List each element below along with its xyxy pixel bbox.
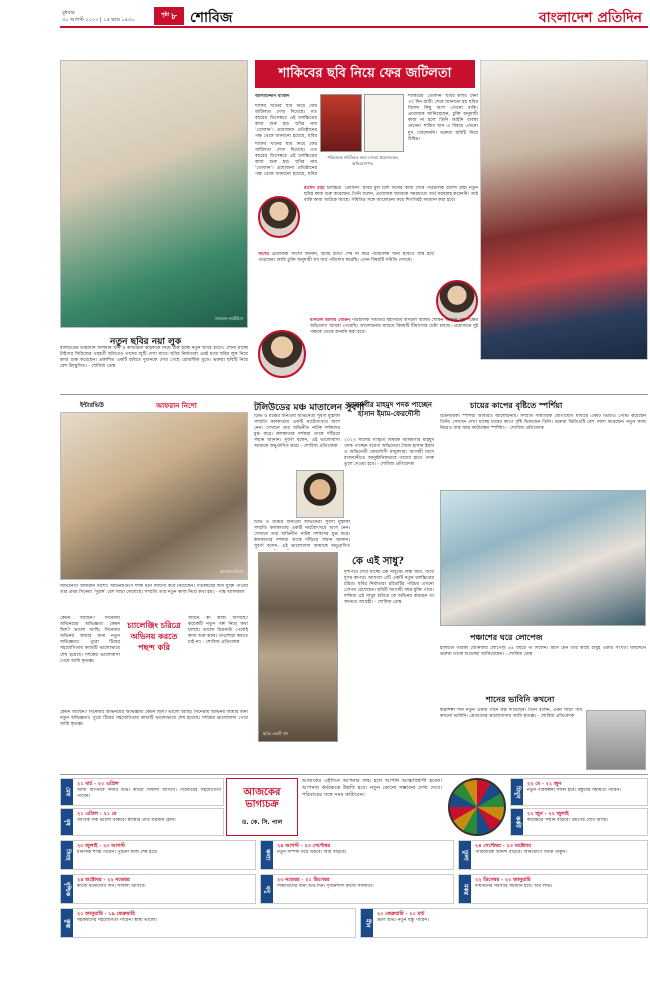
tea-headline: চায়ের কাপের বৃষ্টিতে স্পর্শিয়া — [470, 400, 563, 410]
horoscope-sign-text: ভ্রমণ শুভ। নতুন বন্ধু পাবেন। — [377, 918, 429, 923]
header-rule — [60, 26, 648, 28]
horoscope-sign-name: মীন — [361, 909, 373, 937]
bodiul-block — [310, 318, 478, 390]
horoscope-sign-text: পারিবারিক আনন্দ বাড়বে। বিনিয়োগে সতর্ক থাকুন। — [475, 850, 567, 855]
page-word: পৃষ্ঠা — [161, 12, 170, 18]
horoscope-sign-name: কর্কট — [511, 809, 523, 835]
shakib-body-1b: শাকিব খানের ছবি নিয়ে ফের জটিলতা দেখা দিয়েছে। গত বছরের ডিসেম্বরে এই চলচ্চিত্রের কাজ শুরু হয়। ছবির নাম ‘তোফান’। প্রযোজনা প্রতিষ্ঠানের পক্ষ থেকে জানানো হয়েছে, ছবির — [255, 142, 317, 178]
horoscope-sign-name: মেষ — [61, 779, 73, 805]
interview-qa-3: কেমন আছেন? সিনেমায় অভিনয়ের অভিজ্ঞতা কেমন ছিল? ভালো আছি। সিনেমায় অভিনয় আমার জন্য নতুন অভিজ্ঞতা। পুরো টিমের সহযোগিতায় কাজটি ভালোভাবে শেষ হয়েছে। দর্শকের ভালোবাসা পেয়ে আমি কৃতজ্ঞ। — [60, 710, 248, 728]
toofan-poster — [320, 94, 362, 152]
horoscope-title-box — [226, 778, 298, 836]
horoscope-sign-dates: ২৩ জুলাই - ২৩ আগস্ট — [77, 843, 125, 849]
bodiul-name: বদিউল আলম খোকন — [310, 318, 351, 323]
stage-headline: টলিউডের মঞ্চ মাতালেন সুবর্ণা — [254, 403, 365, 413]
horoscope-sign-text: সহকর্মীদের সহযোগিতা পাবেন। স্বাস্থ্য ভালো। — [77, 918, 158, 923]
interview-qa-2: সামনে কী কাজ আসছে? কয়েকটি নতুন গল্প নিয়ে কথা চলছে। ভালো চিত্রনাট্য পেলেই কাজ শুরু করব। তাড়াহুড়া করতে চাই না। - শোবিজ প্রতিবেদক — [188, 616, 248, 646]
brand-logo: বাংলাদেশ প্রতিদিন — [538, 10, 642, 26]
horoscope-sign-dates: ২৪ আগস্ট - ২৩ সেপ্টেম্বর — [277, 843, 331, 849]
santo-portrait — [436, 280, 478, 322]
masthead — [0, 0, 650, 58]
horoscope-sign-dates: ২২ ডিসেম্বর - ২০ জানুয়ারি — [475, 877, 531, 883]
sadhu-photo — [258, 552, 338, 742]
horoscope-sign-dates: ২১ এপ্রিল - ২১ মে — [77, 811, 117, 817]
photo-credit: সালমান-ক্যাটরিনা — [214, 316, 243, 321]
stage-body-cont: টিভি ও মঞ্চের জনপ্রিয় অভিনেত্রী সুবর্ণা মুস্তাফা সম্প্রতি কলকাতায় একটি নাট্যোৎসবে অংশ নেন। সেখানে তার অভিনীত নাটক দর্শকদের মুগ্ধ করে। কলকাতার দর্শকরা তাকে দাঁড়িয়ে সম্মান জানান। সুবর্ণা বলেন, এই ভালোবাসা আমাকে অনুপ্রাণিত — [254, 520, 350, 550]
horoscope-cell — [260, 874, 454, 904]
divider-horo — [60, 774, 648, 775]
horoscope-title: আজকের ভাগ্যচক্র — [243, 787, 281, 810]
divider — [60, 394, 648, 395]
horoscope-cell — [60, 778, 224, 806]
horoscope-sign-text: নতুন পরিকল্পনা সফল হবে। বন্ধুদের সহায়তা পাবেন। — [527, 788, 621, 793]
horoscope-sign-dates: ২৪ অক্টোবর - ২২ নভেম্বর — [77, 877, 130, 883]
nisho-photo-credit: আফরান নিশো — [219, 569, 243, 574]
horoscope-sign-dates: ২১ জানুয়ারি - ১৯ ফেব্রুয়ারি — [77, 911, 135, 917]
interview-name: আফরান নিশো — [156, 402, 197, 410]
shakib-headline: শাকিবের ছবি নিয়ে ফের জটিলতা — [255, 60, 475, 88]
bodiul-portrait — [258, 330, 306, 378]
alamgir-headline: আলমগীর মাহমুদ পদক পাচ্ছেন হাসান ইমাম-ফেরদৌসী — [346, 400, 432, 418]
sadhu-headline: কে এই সাধু? — [352, 556, 404, 567]
pull-quote: চ্যালেঞ্জিং চরিত্রে অভিনয় করতে পছন্দ করি — [127, 620, 181, 652]
horoscope-sign-dates: ২১ মার্চ - ২০ এপ্রিল — [77, 781, 119, 787]
horoscope-sign-text: নতুন সম্পর্ক গড়ে উঠবে। আয় বাড়বে। — [277, 850, 347, 855]
interview-kicker-row — [60, 400, 248, 412]
nisho-photo — [60, 412, 248, 580]
horoscope-sign-name: কুম্ভ — [61, 909, 73, 937]
horoscope-sign-name: মকর — [459, 875, 471, 903]
horoscope-sign-dates: ২২ জুন - ২২ জুলাই — [527, 811, 569, 817]
tea-body: চিত্রনায়িকা স্পর্শিয়া আবারও আলোচনায়। সম্প্রতি সামাজিক যোগাযোগ মাধ্যমে একটি ভিডিও পোস্ট করেছেন তিনি। সেখানে দেখা যাচ্ছে চায়ের কাপে বৃষ্টি ভিজছেন তিনি। ভক্তরা ভিডিওটি বেশ পছন্দ করেছেন। নতুন কাজ নিয়েও ব্যস্ত সময় কাটাচ্ছেন স্পর্শিয়া। - শোবিজ প্রতিবেদক — [440, 414, 646, 432]
horoscope-intro: আজকের এইদিনে আপনার জন্ম হলে আপনি আত্মবিশ্বাসী হবেন। আপনার কর্মক্ষেত্রে উন্নতি হবে। নতুন কোনো সম্ভাবনা দেখা দেবে। পরিবারের সঙ্গে সময় কাটাবেন। — [302, 778, 442, 798]
horoscope-sign-text: শিক্ষার্থীদের জন্য শুভ দিন। সৃজনশীল কাজে সফলতা। — [277, 884, 374, 889]
shakib-body-2: শাকিবের ‘তোফান’ ছবির কাজ। টানা ৩০ দিন শুটিং শেষে জানানো হয় ছবির বিশেষ কিছু অংশ এখনো বাকি। প্রযোজক জানিয়েছেন, চুক্তি অনুযায়ী কাজ না হলে তিনি আইনি ব্যবস্থা নেবেন। শাকিব খান এ বিষয়ে এখনো মুখ খোলেননি। ভক্তরা ছবিটি নিয়ে উদ্বিগ্ন। — [408, 94, 478, 142]
shan-body: কণ্ঠশিল্পী শান নতুন একটি গানে কণ্ঠ দিয়েছেন। তিনি বলেন, এমন সাড়া পাব কখনো ভাবিনি। শ্রোতাদের ভালোবাসায় আমি কৃতজ্ঞ। - শোবিজ প্রতিবেদক — [440, 708, 582, 720]
rashed-body: চলচ্চিত্র ‘তোফান’ ছবির মূল ত্রিশ দিনের কাজ শেষে পরিচালক রাশেদ রাহা নতুন ছবির কাজ শুরু করেছেন। তিনি বলেন, প্রযোজক আমাকে সময়মতো অর্থ সরবরাহ করেননি। তাই বাকি কাজ আটকে আছে। সমিতির সঙ্গে আলোচনা করে শিগগিরই সমাধান করা হবে। — [304, 186, 478, 204]
bodiul-body: পরিচালক সমিতির মহাসচিব বদিউল আলম খোকন জানান, দুই পক্ষের অভিযোগ আমরা পেয়েছি। আলোচনার মাধ্যমে বিষয়টি মীমাংসার চেষ্টা চলছে। প্রয়োজনে দুই পক্ষকে ডেকে শুনানি করা হবে। — [310, 318, 478, 336]
salman-katrina-photo — [60, 60, 248, 328]
sadhu-body: দৃশ্যপটে দেখা যাচ্ছে এক সাধুকে। লম্বা জটা, গায়ে ধূসর কাপড়। আসলে এটি একটি নতুন চলচ্চিত্রের চরিত্র। ছবির নির্মাতারা চরিত্রটির পরিচয় এখনো গোপন রেখেছেন। ছবিটি আগামী বছর মুক্তি পাবে। দর্শকরা এই সাধুর চরিত্রে কে অভিনয় করছেন তা জানতে আগ্রহী। - শোবিজ ডেস্ক — [344, 570, 434, 606]
rashed-raha-portrait — [258, 196, 300, 238]
horoscope-cell — [360, 908, 648, 938]
shan-photo — [586, 710, 646, 770]
horoscope-sign-name: বৃষ — [61, 809, 73, 835]
horoscope-sign-name: বৃশ্চিক — [61, 875, 73, 903]
horoscope-sign-dates: ২০ ফেব্রুয়ারি - ২০ মার্চ — [377, 911, 425, 917]
shan-headline: শানের ভাবিনি কখনো — [486, 694, 555, 704]
horoscope-sign-text: মানসিক শান্তি পাবেন। পুরনো কাজ শেষ হবে। — [77, 850, 158, 855]
rashed-block — [304, 186, 478, 250]
horoscope-sign-text: কর্মক্ষেত্রে সম্মান বাড়বে। ভ্রমণের যোগ আছে। — [527, 818, 609, 823]
horoscope-sign-text: আর্থিক দিক ভালো থাকবে। স্বাস্থ্যের প্রতি যত্নবান হোন। — [77, 818, 176, 823]
shakib-body-1: শাকিব খানের ছবি নিয়ে ফের জটিলতা দেখা দিয়েছে। গত বছরের ডিসেম্বরে এই চলচ্চিত্রের কাজ শুরু হয়। ছবির নাম ‘তোফান’। প্রযোজনা প্রতিষ্ঠানের পক্ষ থেকে জানানো হয়েছে, ছবির — [255, 104, 317, 140]
santo-name: সান্টো — [258, 252, 270, 257]
horoscope-cell — [458, 874, 648, 904]
santo-body: প্রযোজক সান্টো জানান, ছবির শুটিং শেষ না করে পরিচালক অন্য ছবিতে ব্যস্ত হয়ে পড়েছেন। আমি চুক্তি অনুযায়ী সব অর্থ পরিশোধ করেছি। এখন বিষয়টি সমিতি দেখছে। — [258, 252, 434, 264]
interview-kicker: ইন্টারভিউ — [80, 402, 104, 409]
salman-body: বলিউডের ভাইজান সালমান খান ও ক্যাটরিনা কাইফকে নিয়ে শুরু হচ্ছে নতুন ছবির শুটিং। শোনা যাচ্ছে টাইগার সিরিজের পরবর্তী ছবিতেও তাদের জুটি দেখা যাবে। ছবির নির্মাতারা এরই মধ্যে ছবির লুক নিয়ে কাজ শুরু করেছেন। প্রকাশিত একটি ছবিতে দুজনকে দেখা গেছে রোমান্টিক মুডে। ভক্তরা ছবিটি নিয়ে বেশ উচ্ছ্বসিত। - শোবিজ ডেস্ক — [60, 346, 248, 370]
horoscope-sign-name: সিংহ — [61, 841, 73, 869]
stage-body: টিভি ও মঞ্চের জনপ্রিয় অভিনেত্রী সুবর্ণা মুস্তাফা সম্প্রতি কলকাতায় একটি নাট্যোৎসবে অংশ নেন। সেখানে তার অভিনীত নাটক দর্শকদের মুগ্ধ করে। কলকাতার দর্শকরা তাকে দাঁড়িয়ে সম্মান জানান। সুবর্ণা বলেন, এই ভালোবাসা আমাকে অনুপ্রাণিত করে। - শোবিজ প্রতিবেদক — [254, 414, 340, 450]
subarna-photo — [296, 470, 344, 518]
horoscope-sign-name: তুলা — [459, 841, 471, 869]
shakib-khan-photo — [480, 60, 648, 360]
sporshia-photo — [440, 490, 646, 626]
horoscope-author: ড. কে. সি. পাল — [241, 819, 283, 826]
rashed-name: রাশেদ রাহা — [304, 186, 325, 191]
horoscope-cell — [60, 808, 224, 836]
horoscope-sign-text: দীর্ঘদিনের সমস্যার সমাধান হবে। অর্থ লাভ। — [475, 884, 553, 889]
section-title: শোবিজ — [190, 10, 233, 26]
horoscope-sign-dates: ২৩ নভেম্বর - ২১ ডিসেম্বর — [277, 877, 330, 883]
horoscope-cell — [260, 840, 454, 870]
zodiac-wheel-icon — [448, 778, 506, 836]
page-number-box — [154, 7, 184, 25]
day: বুধবার — [62, 10, 75, 16]
lopez-headline: পঞ্চাশের ঘরে লোপেজ — [470, 632, 543, 642]
shakib-byline: আলাউদ্দীন মাজিদ — [255, 94, 290, 99]
horoscope-sign-dates: ২২ মে - ২১ জুন — [527, 781, 562, 787]
santo-block — [258, 252, 434, 304]
salman-headline: নতুন ছবির নয়া লুক — [110, 337, 182, 347]
interview-qa-1: কেমন আছেন? সিনেমায় অভিনয়ের অভিজ্ঞতা কেমন ছিল? ভালো আছি। সিনেমায় অভিনয় আমার জন্য নতুন অভিজ্ঞতা। পুরো টিমের সহযোগিতায় কাজটি ভালোভাবে শেষ হয়েছে। দর্শকের ভালোবাসা পেয়ে আমি কৃতজ্ঞ। — [60, 616, 120, 664]
alamgir-body: ২০২৩ সালের সংস্কৃতি বিষয়ক আলমগীর মাহমুদ পদক পাচ্ছেন বরেণ্য অভিনেতা সৈয়দ হাসান ইমাম ও অভিনেত্রী ফেরদৌসী মজুমদার। আগামী মাসে রাজধানীতে আনুষ্ঠানিকভাবে তাদের হাতে পদক তুলে দেওয়া হবে। - শোবিজ প্রতিবেদক — [344, 438, 434, 468]
horoscope-cell — [60, 840, 256, 870]
horoscope-cell — [510, 778, 648, 806]
horoscope-cell — [510, 808, 648, 836]
interview-intro: অভিনেতা আফরান নিশো। অভিনয়গুণে দর্শক মনে জায়গা করে নিয়েছেন। গতবছরের ঈদে মুক্তি পাওয়া তার প্রথম সিনেমা ‘সুড়ঙ্গ’ বেশ সাড়া ফেলেছে। সম্প্রতি তার নতুন কাজ নিয়ে কথা হয়। - পান্থ আফজাল — [60, 584, 248, 596]
sadhu-photo-credit: ছবির একটি দৃশ্য — [263, 731, 289, 736]
horoscope-cell — [60, 874, 256, 904]
horoscope-sign-text: কাজে মনোযোগ দিন। সাফল্য আসবে। — [77, 884, 146, 889]
page-number: ৮ — [171, 11, 177, 22]
date-block — [62, 10, 134, 24]
horoscope-cell — [458, 840, 648, 870]
complaint-letter — [364, 94, 404, 152]
poster-caption: পরিচালক সমিতিতে জমা দেওয়া প্রযোজকের অভিযোগপত্র — [327, 155, 398, 167]
horoscope-sign-dates: ২৪ সেপ্টেম্বর - ২৩ অক্টোবর — [475, 843, 531, 849]
horoscope-cell — [60, 908, 356, 938]
lopez-body: হলিউড তারকা জেনিফার লোপেজ ৫৪ বছরে পা দিলেন। বয়স যেন তার কাছে শুধুই একটি সংখ্যা। জন্মদিনে ভক্তরা তাকে শুভেচ্ছা জানিয়েছেন। - শোবিজ ডেস্ক — [440, 646, 646, 658]
horoscope-sign-name: কন্যা — [261, 841, 273, 869]
horoscope-sign-name: ধনু — [261, 875, 273, 903]
horoscope-sign-text: আজ আপনার দিনটি শুভ। কাজে সাফল্য আসবে। পরিবারের সহযোগিতা পাবেন। — [77, 788, 221, 800]
horoscope-sign-name: মিথুন — [511, 779, 523, 805]
date: ৩০ আগস্ট ২০২৩ | ১৫ ভাদ্র ১৪৩০ — [62, 17, 135, 23]
